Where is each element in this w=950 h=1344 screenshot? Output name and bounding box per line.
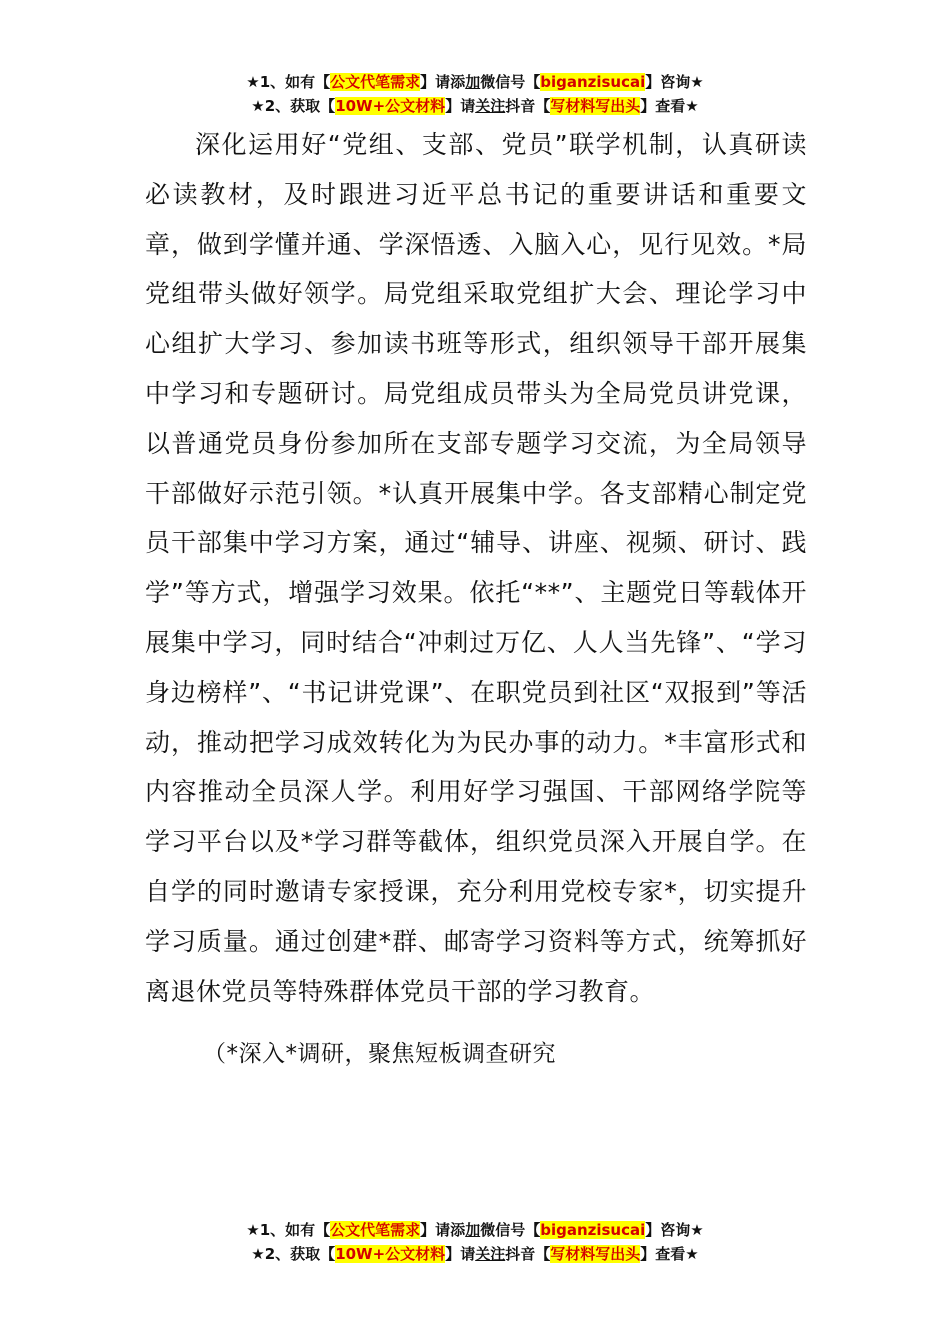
- body-paragraph: 深化运用好“党组、支部、党员”联学机制，认真研读必读教材，及时跟进习近平总书记的重要讲话和重要文章，做到学懂并通、学深悟透、入脑入心，见行见效。*局党组带头做好领学。局党组采取党组扩大会、理论学习中心组扩大学习、参加读书班等形式，组织领导干部开展集中学习和专题研讨。局党组成员带头为全局党员讲党课，以普通党员身份参加所在支部专题学习交流，为全局领导干部做好示范引领。*认真开展集中学。各支部精心制定党员干部集中学习方案，通过“辅导、讲座、视频、研讨、践学”等方式，增强学习效果。依托“**”、主题党日等载体开展集中学习，同时结合“冲刺过万亿、人人当先锋”、“学习身边榜样”、“书记讲党课”、在职党员到社区“双报到”等活动，推动把学习成效转化为为民办事的动力。*丰富形式和内容推动全员深人学。利用好学习强国、干部网络学院等学习平台以及*学习群等截体，组织党员深入开展自学。在自学的同时邀请专家授课，充分利用党校专家*，切实提升学习质量。通过创建*群、邮寄学习资料等方式，统筹抓好离退休党员等特殊群体党员干部的学习教育。: [145, 130, 807, 1006]
- banner-text: ★2、获取【: [251, 97, 336, 115]
- banner-text: ★1、如有【: [246, 1221, 331, 1239]
- bottom-banner: [0, 1218, 950, 1266]
- document-body: [145, 120, 807, 1080]
- banner-highlight-douyin: 写材料写出头: [550, 97, 641, 115]
- banner-line-1: [0, 70, 950, 94]
- banner-text: 微信号【: [480, 73, 541, 91]
- banner-highlight: 10W+公文材料: [335, 1245, 446, 1263]
- banner-highlight: 10W+公文材料: [335, 97, 446, 115]
- banner-highlight-wechat-id: biganzisucai: [540, 1221, 646, 1239]
- banner-highlight: 公文代笔需求: [330, 1221, 421, 1239]
- banner-text: 】请添: [420, 73, 466, 91]
- top-banner: [0, 70, 950, 118]
- banner-highlight-wechat-id: biganzisucai: [540, 73, 646, 91]
- banner-highlight-douyin: 写材料写出头: [550, 1245, 641, 1263]
- banner-text: 】咨询★: [645, 73, 704, 91]
- banner-highlight: 公文代笔需求: [330, 73, 421, 91]
- section-heading: （*深入*调研，聚焦短板调查研究: [203, 1041, 556, 1068]
- banner-text: 抖音【: [505, 97, 551, 115]
- banner-line-1: [0, 1218, 950, 1242]
- banner-text: 】请: [445, 97, 476, 115]
- banner-underline: 关注: [475, 1245, 506, 1263]
- banner-underline: 关注: [475, 97, 506, 115]
- banner-text: 】请: [445, 1245, 476, 1263]
- banner-text: 微信号【: [480, 1221, 541, 1239]
- banner-text: 】查看★: [640, 97, 699, 115]
- banner-line-2: [0, 1242, 950, 1266]
- banner-text: 】查看★: [640, 1245, 699, 1263]
- banner-underline: 加: [465, 73, 481, 91]
- banner-text: 】咨询★: [645, 1221, 704, 1239]
- banner-underline: 加: [465, 1221, 481, 1239]
- banner-text: ★2、获取【: [251, 1245, 336, 1263]
- banner-text: ★1、如有【: [246, 73, 331, 91]
- banner-line-2: [0, 94, 950, 118]
- banner-text: 】请添: [420, 1221, 466, 1239]
- banner-text: 抖音【: [505, 1245, 551, 1263]
